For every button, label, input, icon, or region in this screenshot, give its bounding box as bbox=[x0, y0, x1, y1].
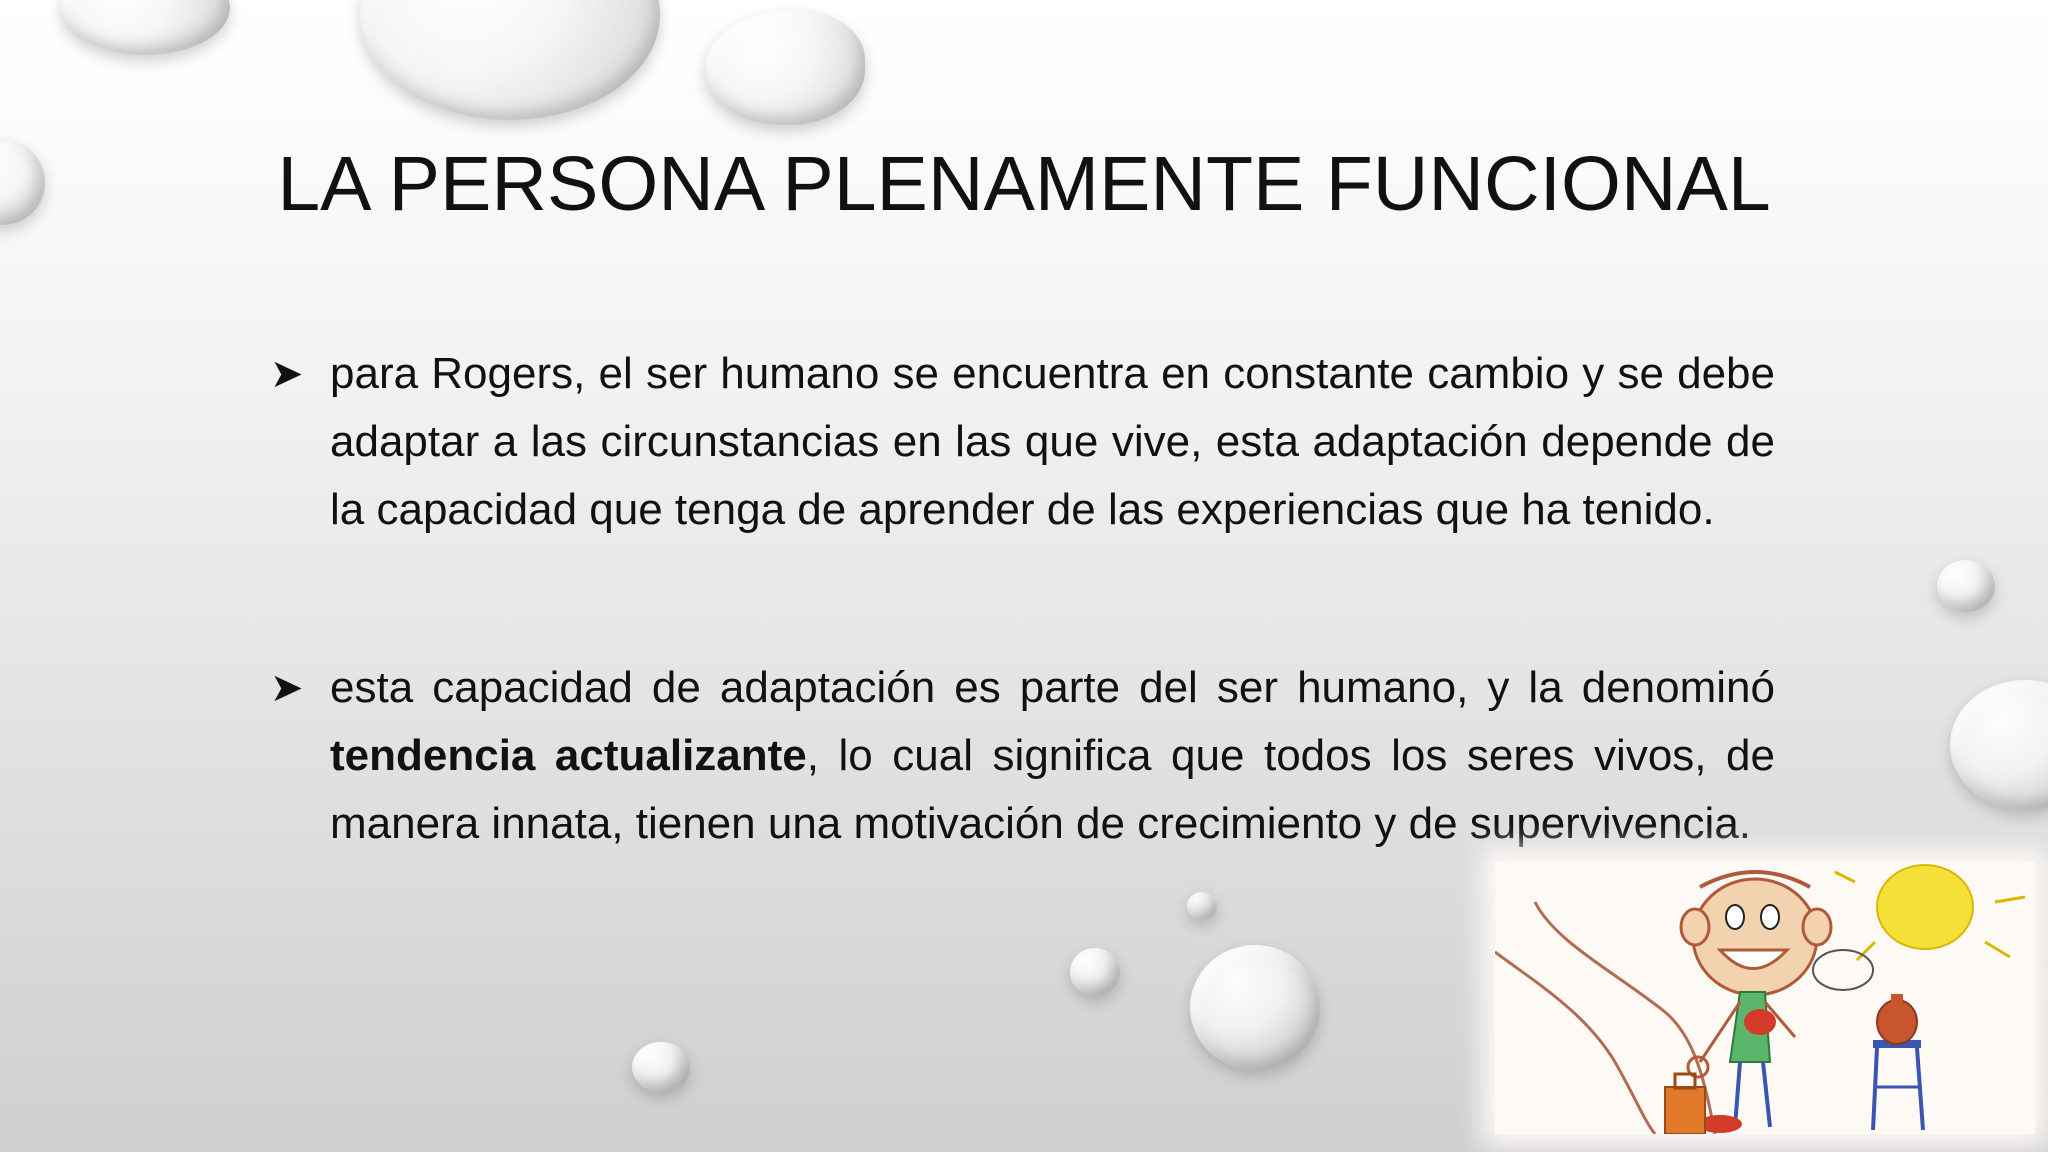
bullet-text: esta capacidad de adaptación es parte del ser humano, y la denominó bbox=[330, 663, 1775, 712]
arrowhead-bullet-icon: ➤ bbox=[270, 352, 304, 396]
cartoon-illustration bbox=[1495, 862, 2035, 1134]
bold-term: tendencia actualizante bbox=[330, 731, 807, 780]
bullet-text: para Rogers, el ser humano se encuentra en constante cambio y se debe adaptar a las circunstancias en las que vive, esta adaptación depende de la capacidad que tenga de aprender de las experiencias que ha tenido. bbox=[330, 349, 1775, 534]
arrowhead-bullet-icon: ➤ bbox=[270, 666, 304, 710]
slide-title: LA PERSONA PLENAMENTE FUNCIONAL bbox=[277, 141, 1771, 227]
water-drop bbox=[1187, 892, 1217, 920]
water-drop bbox=[360, 0, 660, 120]
water-drop bbox=[705, 10, 865, 125]
bullet-text: , lo cual significa que todos los seres vivos, de manera innata, tienen una motivación de crecimiento y de supervivencia. bbox=[330, 731, 1775, 848]
child-sun-drawing bbox=[1495, 862, 2035, 1134]
bullet-item bbox=[270, 654, 1775, 858]
water-drop bbox=[60, 0, 230, 55]
water-drop bbox=[632, 1042, 690, 1092]
bullet-list bbox=[270, 340, 1775, 858]
water-drop bbox=[1950, 680, 2048, 810]
water-drop bbox=[1070, 948, 1120, 996]
water-drop bbox=[1937, 560, 1995, 612]
bullet-item bbox=[270, 340, 1775, 544]
water-drop bbox=[1190, 945, 1320, 1070]
